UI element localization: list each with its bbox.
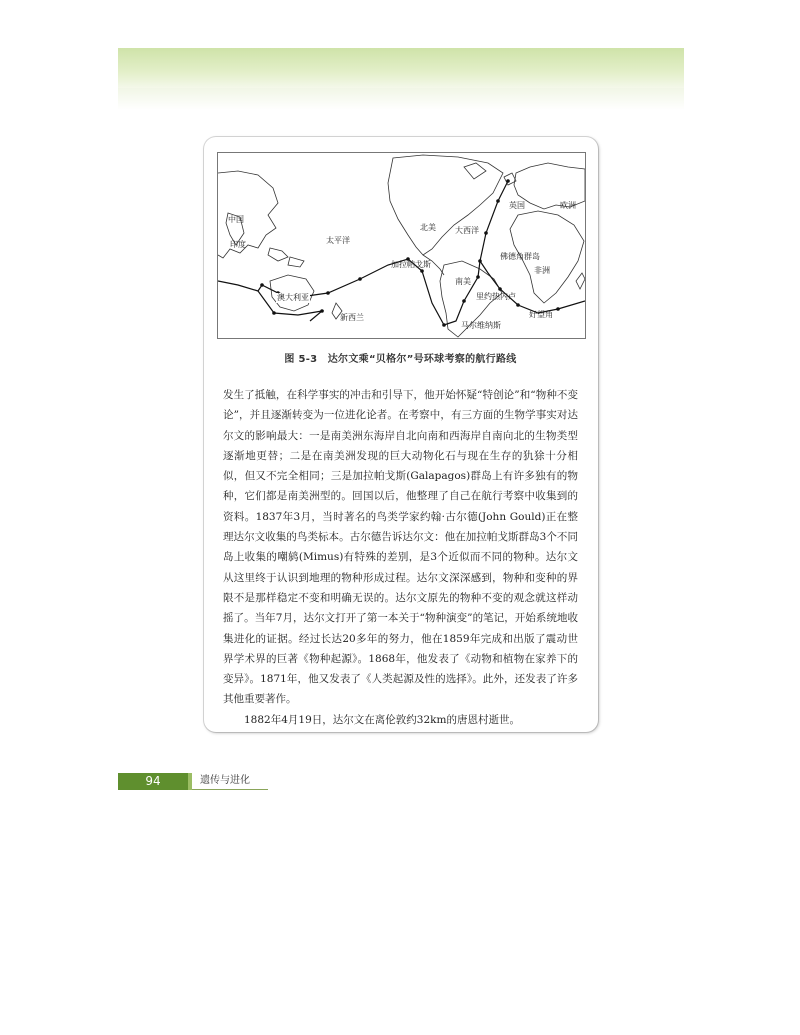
page-number: 94 [118, 773, 188, 790]
map-label-india: 印度 [230, 240, 246, 249]
map-label-europe: 欧洲 [560, 201, 576, 210]
map-label-britain: 英国 [509, 201, 525, 210]
figure-caption: 图 5-3 达尔文乘“贝格尔”号环球考察的航行路线 [284, 354, 517, 365]
map-label-north-america: 北美 [420, 223, 436, 232]
map-label-china: 中国 [228, 215, 244, 224]
map-label-pacific: 太平洋 [326, 236, 350, 245]
map-label-galapagos: 加拉帕戈斯 [391, 260, 431, 269]
map-label-falklands: 马尔维纳斯 [461, 321, 501, 330]
map-label-africa: 非洲 [534, 266, 550, 275]
body-text [223, 385, 578, 730]
map-label-cape-good-hope: 好望角 [529, 310, 553, 319]
map-label-new-zealand: 新西兰 [340, 313, 364, 322]
chapter-title: 遗传与进化 [200, 775, 250, 786]
map-label-cape-verde: 佛德角群岛 [500, 252, 540, 261]
map-label-south-america: 南美 [455, 277, 471, 286]
map-label-atlantic: 大西洋 [455, 226, 479, 235]
map-label-rio: 里约热内卢 [476, 292, 516, 301]
chapter-underline [192, 789, 268, 790]
header-fade [118, 88, 684, 110]
header-band [118, 48, 684, 88]
paragraph-main: 发生了抵触，在科学事实的冲击和引导下，他开始怀疑“特创论”和“物种不变论”，并且逐渐转变为一位进化论者。在考察中，有三方面的生物学事实对达尔文的影响最大：一是南美洲东海岸自北向南和西海岸自南向北的生物类型逐渐地更替；二是在南美洲发现的巨大动物化石与现在生存的犰狳十分相似，但又不完全相同；三是加拉帕戈斯(Galapagos)群岛上有许多独有的物种，它们都是南美洲型的。回国以后，他整理了自己在航行考察中收集到的资料。1837年3月，当时著名的鸟类学家约翰·古尔德(John Gould)正在整理达尔文收集的鸟类标本。古尔德告诉达尔文：他在加拉帕戈斯群岛3个不同岛上收集的嘲鸫(Mimus)有特殊的差别，是3个近似而不同的物种。达尔文从这里终于认识到地理的物种形成过程。达尔文深深感到，物种和变种的界限不是那样稳定不变和明确无误的。达尔文原先的物种不变的观念就这样动摇了。当年7月，达尔文打开了第一本关于“物种演变”的笔记，开始系统地收集进化的证据。经过长达20多年的努力，他在1859年完成和出版了震动世界学术界的巨著《物种起源》。1868年，他发表了《动物和植物在家养下的变异》。1871年，他又发表了《人类起源及性的选择》。此外，还发表了许多其他重要著作。 [223, 389, 578, 706]
page-number-tab [188, 773, 192, 790]
paragraph-death: 1882年4月19日，达尔文在离伦敦约32km的唐恩村逝世。 [244, 713, 520, 726]
map-label-australia: 澳大利亚 [277, 293, 309, 302]
